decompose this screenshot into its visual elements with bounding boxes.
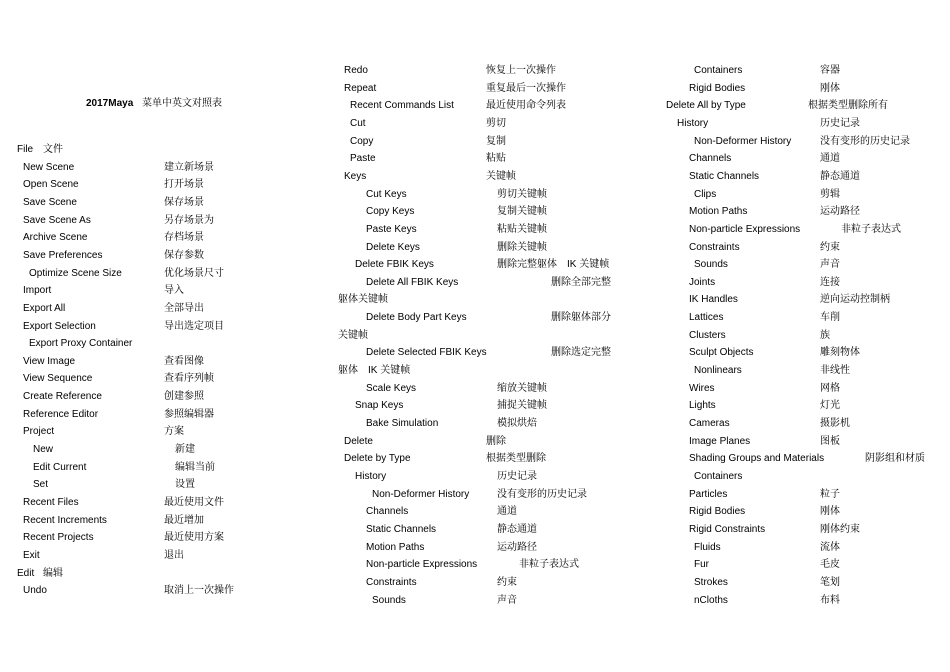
col3-item-en: Image Planes [689, 436, 751, 447]
col1-item-zh: 另存场景为 [164, 215, 214, 226]
col1-item-en: Export All [23, 303, 66, 314]
col2-item-zh: 删除完整躯体 IK 关键帧 [497, 259, 610, 270]
col1-item-en: New [33, 444, 54, 455]
col1-item-zh: 设置 [175, 479, 195, 490]
col2-item-zh: 历史记录 [497, 471, 537, 482]
col1-item-en: Edit Current [33, 462, 87, 473]
col2-item-zh: 捕捉关键帧 [497, 400, 547, 411]
col1-item-en: Recent Files [23, 497, 79, 508]
col1-item-en: Optimize Scene Size [29, 268, 122, 279]
col1-item-en: File [17, 144, 34, 155]
col2-item-en: Bake Simulation [366, 418, 439, 429]
col1-item-en: Project [23, 426, 55, 437]
col2-item-en: Delete by Type [344, 453, 411, 464]
col1-item-zh: 取消上一次操作 [164, 585, 234, 596]
col2-item-en: Redo [344, 65, 368, 76]
col1-item-zh: 参照编辑器 [164, 409, 214, 420]
col3-item-en: Sculpt Objects [689, 347, 754, 358]
col2-item-zh: 没有变形的历史记录 [497, 489, 587, 500]
col2-item-en: Motion Paths [366, 542, 425, 553]
col3-item-en: Shading Groups and Materials [689, 453, 825, 464]
col1-item-zh: 编辑 [43, 568, 63, 579]
page-title-bold: 2017Maya [86, 98, 134, 109]
col3-item-zh: 阴影组和材质 [865, 453, 925, 464]
page-title [86, 98, 222, 110]
col2-item-zh: 通道 [497, 506, 517, 517]
col2-item-zh: 缩放关键帧 [497, 383, 547, 394]
col2-item-zh: 关键帧 [486, 171, 516, 182]
col3-item-en: Strokes [694, 577, 728, 588]
col2-item-en: Delete Selected FBIK Keys [366, 347, 487, 358]
col1-item-zh: 建立新场景 [164, 162, 214, 173]
col3-item-en: Non-Deformer History [694, 136, 792, 147]
col3-item-en: Fluids [694, 542, 721, 553]
col3-item-zh: 通道 [820, 153, 840, 164]
col2-item-en: Copy [350, 136, 374, 147]
col3-item-zh: 刚体 [820, 83, 840, 94]
col3-item-en: Nonlinears [694, 365, 742, 376]
col2-item-en: History [355, 471, 387, 482]
col1-item-zh: 优化场景尺寸 [164, 268, 224, 279]
col1-item-en: Recent Increments [23, 515, 107, 526]
col3-item-zh: 声音 [820, 259, 840, 270]
col1-item-zh: 打开场景 [164, 179, 204, 190]
col2-item-en: Recent Commands List [350, 100, 454, 111]
col3-item-zh: 静态通道 [820, 171, 860, 182]
col2-item-en: Delete FBIK Keys [355, 259, 434, 270]
col2-item-en: Non-Deformer History [372, 489, 470, 500]
col1-item-en: Save Scene As [23, 215, 91, 226]
col2-item-zh: 剪切关键帧 [497, 189, 547, 200]
col3-item-en: nCloths [694, 595, 728, 606]
col2-item-zh: 删除选定完整 [551, 347, 611, 358]
col2-item-en: Copy Keys [366, 206, 415, 217]
col2-item-en: Cut [350, 118, 366, 129]
col3-item-zh: 逆向运动控制柄 [820, 294, 890, 305]
col1-item-en: View Sequence [23, 373, 93, 384]
col3-item-zh: 根据类型删除所有 [808, 100, 888, 111]
col1-item-zh: 存档场景 [164, 232, 204, 243]
col3-item-zh: 连接 [820, 277, 840, 288]
col2-item-zh: 粘贴 [486, 153, 506, 164]
col2-item-en: Keys [344, 171, 367, 182]
col2-item-zh: 删除关键帧 [497, 242, 547, 253]
col3-item-en: Rigid Bodies [689, 506, 746, 517]
col2-item-zh: 复制 [486, 136, 506, 147]
col2-item-zh: 最近使用命令列表 [486, 100, 566, 111]
col1-item-zh: 最近使用文件 [164, 497, 224, 508]
col2-item-zh: 声音 [497, 595, 517, 606]
col1-item-zh: 文件 [43, 144, 63, 155]
col1-item-en: Set [33, 479, 49, 490]
col1-item-zh: 导入 [164, 285, 184, 296]
col3-item-en: Wires [689, 383, 715, 394]
col3-item-en: Rigid Constraints [689, 524, 766, 535]
col3-item-zh: 布料 [820, 595, 840, 606]
col3-item-zh: 摄影机 [820, 418, 850, 429]
page-title-rest: 菜单中英文对照表 [142, 98, 223, 109]
col3-item-en: Containers [694, 471, 743, 482]
col3-item-zh: 剪辑 [820, 189, 840, 200]
col3-item-zh: 流体 [820, 542, 840, 553]
col1-item-en: Archive Scene [23, 232, 88, 243]
col3-item-zh: 车削 [820, 312, 840, 323]
col2-item-en: Channels [366, 506, 409, 517]
col3-item-zh: 网格 [820, 383, 840, 394]
col1-item-en: Export Proxy Container [29, 338, 133, 349]
col3-item-en: Non-particle Expressions [689, 224, 801, 235]
col3-item-zh: 非粒子表达式 [841, 224, 901, 235]
col2-item-zh: 约束 [497, 577, 517, 588]
col1-item-en: Recent Projects [23, 532, 94, 543]
col2-item-zh: 重复最后一次操作 [486, 83, 566, 94]
col3-item-zh: 灯光 [820, 400, 840, 411]
col3-item-en: Clips [694, 189, 717, 200]
col1-item-en: Open Scene [23, 179, 79, 190]
col3-item-zh: 约束 [820, 242, 840, 253]
col3-item-en: IK Handles [689, 294, 738, 305]
col3-item-en: Sounds [694, 259, 728, 270]
col2-item-zh: 删除全部完整 [551, 277, 611, 288]
col2-item-en: Paste Keys [366, 224, 417, 235]
col1-item-zh: 导出选定项目 [164, 321, 224, 332]
col1-item-en: View Image [23, 356, 76, 367]
col2-item-en: Repeat [344, 83, 377, 94]
col2-item-en: Cut Keys [366, 189, 407, 200]
col3-item-en: Containers [694, 65, 743, 76]
col3-item-en: Static Channels [689, 171, 760, 182]
col3-item-en: Lattices [689, 312, 724, 323]
col1-item-zh: 保存场景 [164, 197, 204, 208]
col3-item-zh: 族 [820, 330, 830, 341]
col1-item-en: Save Scene [23, 197, 77, 208]
col3-item-en: Cameras [689, 418, 730, 429]
col3-item-zh: 历史记录 [820, 118, 860, 129]
col3-item-zh: 没有变形的历史记录 [820, 136, 910, 147]
col2-item-en: Non-particle Expressions [366, 559, 478, 570]
col2-item-en: 躯体 IK 关键帧 [338, 365, 411, 376]
col1-item-en: Exit [23, 550, 40, 561]
col2-item-en: Scale Keys [366, 383, 417, 394]
col2-item-en: Sounds [372, 595, 406, 606]
col3-item-zh: 非线性 [820, 365, 850, 376]
col1-item-en: Undo [23, 585, 47, 596]
col1-item-zh: 新建 [175, 444, 195, 455]
col2-item-zh: 运动路径 [497, 542, 537, 553]
col3-item-zh: 容器 [820, 65, 840, 76]
col1-item-zh: 编辑当前 [175, 462, 215, 473]
col3-item-en: Rigid Bodies [689, 83, 746, 94]
col3-item-en: Constraints [689, 242, 740, 253]
col1-item-en: Save Preferences [23, 250, 103, 261]
col1-item-en: Export Selection [23, 321, 96, 332]
col2-item-en: 躯体关键帧 [338, 294, 388, 305]
col2-item-zh: 粘贴关键帧 [497, 224, 547, 235]
col3-item-en: History [677, 118, 709, 129]
col3-item-zh: 刚体 [820, 506, 840, 517]
col2-item-en: Delete Body Part Keys [366, 312, 467, 323]
col1-item-en: Create Reference [23, 391, 102, 402]
col1-item-zh: 保存参数 [164, 250, 204, 261]
col3-item-zh: 刚体约束 [820, 524, 860, 535]
col1-item-zh: 退出 [164, 550, 184, 561]
col1-item-en: Import [23, 285, 52, 296]
col1-item-en: Edit [17, 568, 35, 579]
col2-item-zh: 非粒子表达式 [519, 559, 579, 570]
col2-item-en: Delete Keys [366, 242, 420, 253]
col1-item-en: Reference Editor [23, 409, 99, 420]
col2-item-zh: 复制关键帧 [497, 206, 547, 217]
col1-item-zh: 查看图像 [164, 356, 204, 367]
col1-item-zh: 创建参照 [164, 391, 204, 402]
col2-item-en: Delete All FBIK Keys [366, 277, 459, 288]
col3-item-zh: 毛皮 [820, 559, 840, 570]
col3-item-zh: 运动路径 [820, 206, 860, 217]
col2-item-zh: 根据类型删除 [486, 453, 546, 464]
col3-item-zh: 粒子 [820, 489, 840, 500]
col2-item-en: Delete [344, 436, 373, 447]
col3-item-en: Delete All by Type [666, 100, 746, 111]
col1-item-zh: 全部导出 [164, 303, 204, 314]
col2-item-zh: 剪切 [486, 118, 506, 129]
col2-item-en: Static Channels [366, 524, 437, 535]
col2-item-zh: 恢复上一次操作 [486, 65, 556, 76]
col2-item-zh: 模拟烘焙 [497, 418, 537, 429]
col3-item-zh: 笔划 [820, 577, 840, 588]
col3-item-en: Particles [689, 489, 728, 500]
col1-item-en: New Scene [23, 162, 75, 173]
col2-item-zh: 删除躯体部分 [551, 312, 611, 323]
col3-item-en: Fur [694, 559, 709, 570]
col1-item-zh: 查看序列帧 [164, 373, 214, 384]
col2-item-zh: 删除 [486, 436, 506, 447]
col3-item-zh: 雕刻物体 [820, 347, 860, 358]
col3-item-en: Joints [689, 277, 716, 288]
col3-item-en: Motion Paths [689, 206, 748, 217]
col3-item-zh: 图板 [820, 436, 840, 447]
col3-item-en: Clusters [689, 330, 726, 341]
col3-item-en: Lights [689, 400, 716, 411]
col2-item-zh: 静态通道 [497, 524, 537, 535]
col1-item-zh: 最近增加 [164, 515, 204, 526]
col2-item-en: Paste [350, 153, 376, 164]
col2-item-en: 关键帧 [338, 330, 368, 341]
col1-item-zh: 方案 [164, 426, 184, 437]
col2-item-en: Constraints [366, 577, 417, 588]
col1-item-zh: 最近使用方案 [164, 532, 224, 543]
col3-item-en: Channels [689, 153, 732, 164]
col2-item-en: Snap Keys [355, 400, 404, 411]
